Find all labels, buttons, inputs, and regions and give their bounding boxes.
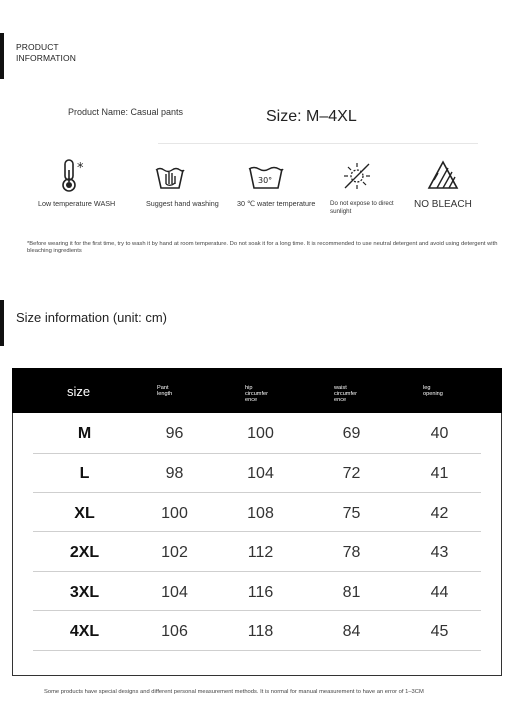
table-row <box>12 574 502 612</box>
pant-length-cell: 106 <box>161 623 188 640</box>
wash-temp-label: 30° <box>258 176 273 185</box>
row-divider <box>33 610 481 611</box>
header-line: ence <box>334 397 347 404</box>
hip-cell: 100 <box>247 425 274 442</box>
size-information-title: Size information (unit: cm) <box>16 310 167 325</box>
header-line: waist <box>334 385 347 391</box>
header-leg-opening <box>423 385 443 397</box>
row-divider <box>33 571 481 572</box>
product-information-title <box>16 42 76 64</box>
waist-cell: 69 <box>342 425 361 442</box>
pant-length-cell: 104 <box>161 584 188 601</box>
hip-cell: 112 <box>247 544 274 561</box>
leg-opening-cell: 42 <box>430 505 449 522</box>
header-hip <box>245 385 268 404</box>
section-marker-bar <box>0 300 4 346</box>
leg-opening-cell: 45 <box>430 623 449 640</box>
pant-length-cell: 98 <box>165 465 184 482</box>
leg-opening-cell: 40 <box>430 425 449 442</box>
header-line: leg <box>423 385 431 391</box>
size-cell: 2XL <box>69 544 100 561</box>
no-bleach-icon <box>426 158 460 194</box>
table-row <box>12 534 502 572</box>
wash-30-icon <box>247 158 285 194</box>
hip-cell: 118 <box>247 623 274 640</box>
svg-text:*: * <box>77 161 84 176</box>
header-line: length <box>157 391 173 398</box>
table-row <box>12 455 502 493</box>
header-line: hip <box>245 385 253 391</box>
size-table-header <box>12 368 502 413</box>
row-divider <box>33 492 481 493</box>
leg-opening-cell: 43 <box>430 544 449 561</box>
title-line: INFORMATION <box>16 53 76 63</box>
divider <box>158 143 478 144</box>
hip-cell: 104 <box>247 465 274 482</box>
care-label: Suggest hand washing <box>146 199 219 208</box>
header-line: ence <box>245 397 258 404</box>
care-label-line: sunlight <box>330 207 352 215</box>
title-line: PRODUCT <box>16 42 59 52</box>
waist-cell: 75 <box>342 505 361 522</box>
thermometer-icon <box>58 158 92 194</box>
hip-cell: 116 <box>247 584 274 601</box>
leg-opening-cell: 41 <box>430 465 449 482</box>
hip-cell: 108 <box>247 505 274 522</box>
product-name: Product Name: Casual pants <box>68 107 184 117</box>
care-label <box>330 200 394 215</box>
header-waist <box>334 385 357 404</box>
header-size: size <box>67 384 91 399</box>
waist-cell: 78 <box>342 544 361 561</box>
care-label: Low temperature WASH <box>38 199 116 208</box>
table-row <box>12 415 502 453</box>
table-row <box>12 495 502 533</box>
measurement-note: Some products have special designs and different personal measurement methods. It is normal for manual measurement to have an error of 1–3CM <box>44 689 424 695</box>
waist-cell: 84 <box>342 623 361 640</box>
section-marker-bar <box>0 33 4 79</box>
header-line: circumfer <box>245 391 268 398</box>
pant-length-cell: 102 <box>161 544 188 561</box>
waist-cell: 81 <box>342 584 361 601</box>
no-sun-icon <box>341 158 373 194</box>
care-label-line: Do not expose to direct <box>330 200 394 207</box>
size-cell: 3XL <box>69 584 100 601</box>
row-divider <box>33 531 481 532</box>
leg-opening-cell: 44 <box>430 584 449 601</box>
care-note: *Before wearing it for the first time, try to wash it by hand at room temperature. Do not soak it for a long time. It is recommended to use neutral detergent and avoid using detergent with bleaching ingredients <box>27 241 498 254</box>
care-label: 30 ℃ water temperature <box>237 199 316 208</box>
row-divider <box>33 650 481 651</box>
header-pant-length <box>157 385 172 397</box>
size-range: Size: M–4XL <box>266 108 357 125</box>
header-line: opening <box>423 391 443 398</box>
header-line: Pant <box>157 385 169 391</box>
table-row <box>12 613 502 651</box>
row-divider <box>33 453 481 454</box>
size-cell: XL <box>74 505 95 522</box>
waist-cell: 72 <box>342 465 361 482</box>
care-label: NO BLEACH <box>414 199 472 210</box>
size-cell: M <box>77 425 92 442</box>
hand-wash-icon <box>154 158 186 194</box>
size-cell: 4XL <box>69 623 100 640</box>
pant-length-cell: 100 <box>161 505 188 522</box>
header-line: circumfer <box>334 391 357 398</box>
size-cell: L <box>79 465 90 482</box>
pant-length-cell: 96 <box>165 425 184 442</box>
